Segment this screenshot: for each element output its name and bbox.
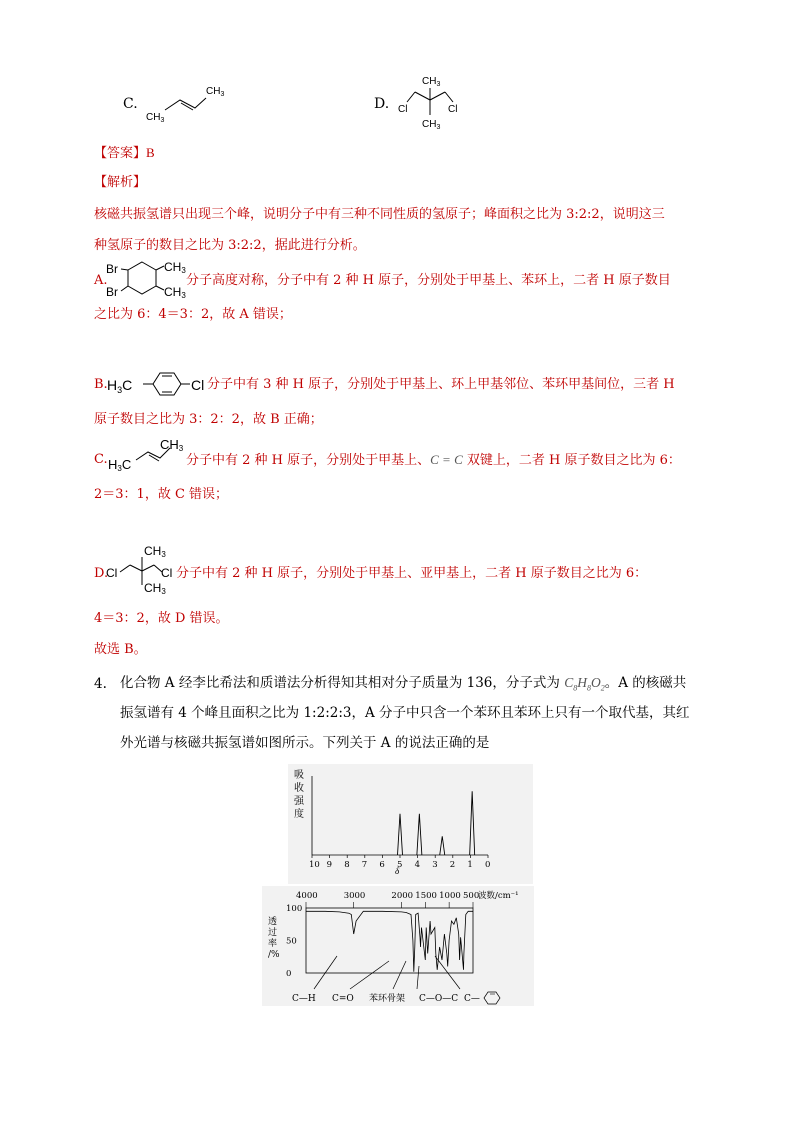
analysis-b-text-line2: 原子数目之比为 3：2：2，故 B 正确； [94,412,323,427]
analysis-intro-line2: 种氢原子的数目之比为 3:2:2，据此进行分析。 [94,238,366,253]
option-d-cl-left: Cl [398,104,408,115]
ir-top-tick-label: 500 [463,891,480,901]
question-number: 4. [94,676,107,692]
answer-line [94,144,155,163]
answer-label: 【答案】 [94,146,147,161]
svg-text:CH3: CH3 [144,544,166,559]
analysis-a-prefix: A. [94,273,108,288]
ir-ylabel-char: 率 [268,939,278,949]
ir-y-tick-label: 50 [286,936,297,947]
option-c-label: C. [123,96,138,112]
ir-top-tick-label: 1500 [415,891,437,901]
ir-top-tick-label: 1000 [439,891,461,901]
svg-text:CH3: CH3 [144,581,166,596]
nmr-x-tick-label: 1 [467,860,473,870]
analysis-a-text-line1: 分子高度对称，分子中有 2 种 H 原子，分别处于甲基上、苯环上，二者 H 原子数目 [186,273,671,288]
option-c-structure [140,78,240,128]
ir-top-tick-label: 2000 [391,891,414,901]
nmr-x-tick-label: 3 [432,860,438,870]
option-d-ch3-bottom: $CH_3$ [422,119,441,131]
nmr-x-tick-label: 0 [485,860,491,870]
analysis-c-text-line1: 分子中有 2 种 H 原子，分别处于甲基上、C = C 双键上，二者 H 原子数目之比为 6： [186,452,681,468]
nmr-x-tick-label: 4 [414,860,421,870]
option-d-cl-right: Cl [448,104,458,115]
svg-text:H3C: H3C [108,457,132,473]
ir-top-tick-label: 4000 [296,891,318,901]
svg-text:Br: Br [106,285,118,299]
nmr-x-tick-label: 7 [361,860,368,870]
nmr-ylabel-char: 收 [294,783,304,794]
svg-text:H3C: $H_3C$ [107,377,133,395]
analysis-d-text-line1: 分子中有 2 种 H 原子，分别处于甲基上、亚甲基上，二者 H 原子数目之比为 6： [176,566,648,581]
nmr-ylabel-char: 强 [294,796,304,807]
svg-text:CH3: CH3 [160,437,184,453]
ir-annotation-ring: 苯环骨架 [369,994,406,1004]
option-c-ch3-top: $CH_3$ [206,86,225,98]
analysis-d-structure [104,545,184,595]
nmr-x-tick-label: 5 [397,860,403,870]
nmr-spectrum-chart [288,764,533,884]
svg-text:Cl: Cl [106,566,118,580]
svg-text:Cl: Cl [191,377,205,393]
analysis-b-prefix: B. [94,377,108,392]
svg-text:Cl: Cl [161,566,173,580]
analysis-c-text-line2: 2＝3：1，故 C 错误； [94,487,229,502]
question-line2: 振氢谱有 4 个峰且面积之比为 1:2:2:3，A 分子中只含一个苯环且苯环上只有一个取代基，其红 [120,705,690,721]
formula: $C_8H_8O_2$ [564,675,605,693]
ir-top-unit: 波数/cm⁻¹ [478,891,519,901]
analysis-b-structure [107,366,217,402]
ir-annotation-ch: C—H [292,994,316,1004]
option-d-label: D. [374,96,390,112]
analysis-a-structure [104,256,194,306]
analysis-b-text-line1: 分子中有 3 种 H 原子，分别处于甲基上、环上甲基邻位、苯环甲基间位，三者 H [207,377,675,392]
nmr-x-tick-label: 9 [326,860,333,870]
analysis-intro-line1: 核磁共振氢谱只出现三个峰，说明分子中有三种不同性质的氢原子；峰面积之比为 3:2:2，说明这三 [94,207,665,222]
question-line1: 化合物 A 经李比希法和质谱法分析得知其相对分子质量为 136，分子式为 $C_8H_8O_2$。A 的核磁共 [120,675,687,693]
ir-y-tick-label: 100 [286,904,303,914]
ir-y-tick-label: 0 [286,969,292,979]
svg-text:CH3: CH3 [164,260,186,275]
nmr-ylabel-char: 度 [294,809,304,820]
ir-ylabel-char: /% [268,950,280,960]
analysis-d-text-line2: 4＝3：2，故 D 错误。 [94,611,229,626]
ir-annotation-coc: C—O—C [419,994,459,1004]
option-d-ch3-top: $CH_3$ [422,76,441,88]
ir-annotation-c-phenyl: C— [464,994,480,1004]
option-d-structure [395,70,485,130]
question-line3: 外光谱与核磁共振氢谱如图所示。下列关于 A 的说法正确的是 [120,735,490,751]
analysis-label: 【解析】 [94,175,147,190]
option-c-ch3-bottom: $CH_3$ [146,112,165,124]
svg-text:Br: Br [106,262,118,276]
nmr-ylabel-char: 吸 [294,770,304,781]
answer-value: B [146,145,155,160]
analysis-c-structure [104,434,194,474]
analysis-conclusion: 故选 B。 [94,642,147,657]
ir-top-tick-label: 3000 [343,891,366,901]
ir-annotation-co: C=O [332,994,354,1004]
ir-spectrum-chart [262,886,534,1006]
nmr-xlabel: δ [395,866,400,876]
analysis-d-prefix: D. [94,566,109,581]
ir-ylabel-char: 过 [268,928,278,938]
analysis-c-prefix: C. [94,452,108,467]
nmr-x-tick-label: 6 [379,860,385,870]
nmr-x-tick-label: 2 [449,860,456,870]
nmr-x-tick-label: 8 [344,860,350,870]
analysis-a-text-line2: 之比为 6：4＝3：2，故 A 错误； [94,307,292,322]
svg-text:CH3: CH3 [164,285,186,300]
ir-ylabel-char: 透 [268,917,278,927]
nmr-x-tick-label: 10 [309,860,320,870]
cc-double-bond: C = C [430,452,463,467]
